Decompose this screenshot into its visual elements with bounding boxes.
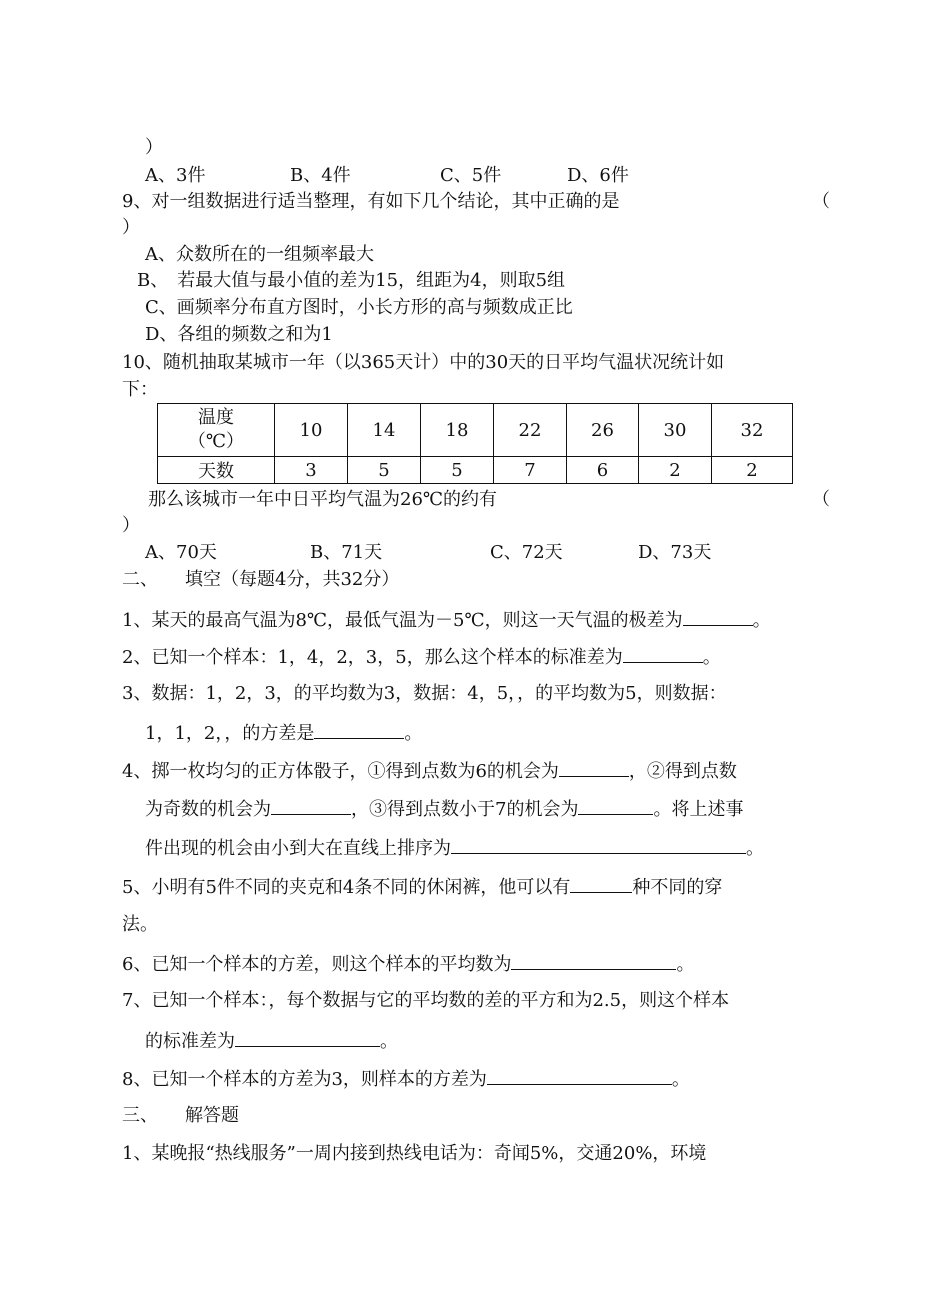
q9-option-a: A、众数所在的一组频率最大 (145, 244, 374, 265)
fill-6 (122, 951, 694, 977)
q8-option-c: C、5件 (440, 165, 502, 186)
fill-2-end: 。 (702, 647, 721, 668)
fill-4-text-b: ，②得到点数 (628, 761, 737, 782)
days-cell: 5 (348, 457, 421, 484)
temperature-cell: 22 (494, 404, 567, 457)
fill-3-end: 。 (404, 723, 423, 744)
days-cell: 3 (275, 457, 348, 484)
q9-close-paren: ） (122, 217, 140, 238)
fill-4-text-d: ，③得到点数小于7的机会为 (351, 799, 579, 820)
q10-open-paren: （ (812, 489, 830, 510)
q8-close-paren: ） (145, 137, 163, 158)
fill-3-line2 (145, 720, 422, 746)
temperature-cell: 30 (639, 404, 712, 457)
fill-5-line1 (122, 874, 722, 900)
fill-4-blank-2[interactable] (271, 796, 351, 815)
q10-option-d: D、73天 (638, 542, 712, 563)
q10-stem-line2: 下： (122, 379, 158, 400)
days-cell: 7 (494, 457, 567, 484)
fill-1 (122, 607, 771, 633)
q9-open-paren: （ (812, 191, 830, 212)
fill-2-blank[interactable] (623, 644, 703, 663)
fill-4-line2 (145, 796, 743, 822)
fill-8 (122, 1066, 690, 1092)
fill-4-text-c: 为奇数的机会为 (145, 799, 271, 820)
temperature-table (157, 403, 793, 484)
days-header: 天数 (158, 457, 275, 484)
q9-option-b: B、 若最大值与最小值的差为15，组距为4，则取5组 (137, 270, 566, 291)
q10-option-c: C、72天 (490, 542, 563, 563)
fill-4-line1 (122, 758, 737, 784)
temperature-cell: 32 (712, 404, 793, 457)
section3-title: 三、 解答题 (122, 1105, 239, 1126)
fill-3-line1: 3、数据：1，2，3，的平均数为3，数据：4，5，，的平均数为5，则数据： (122, 683, 727, 704)
q10-option-b: B、71天 (310, 542, 383, 563)
fill-2 (122, 644, 721, 670)
q8-option-a: A、3件 (145, 165, 206, 186)
q10-stem-line1: 10、随机抽取某城市一年（以365天计）中的30天的日平均气温状况统计如 (122, 352, 725, 373)
fill-5-text-b: 种不同的穿 (632, 877, 723, 898)
q9-option-d: D、各组的频数之和为1 (145, 324, 333, 345)
fill-8-end: 。 (671, 1069, 690, 1090)
fill-4-text-g: 。 (746, 838, 764, 859)
fill-7-text: 的标准差为 (145, 1031, 235, 1052)
fill-6-blank[interactable] (511, 951, 676, 970)
days-cell: 5 (421, 457, 494, 484)
temperature-cell: 14 (348, 404, 421, 457)
fill-1-text: 1、某天的最高气温为8℃，最低气温为－5℃，则这一天气温的极差为 (122, 610, 683, 631)
fill-7-line1: 7、已知一个样本：，每个数据与它的平均数的差的平方和为2.5，则这个样本 (122, 990, 730, 1011)
temperature-cell: 10 (275, 404, 348, 457)
section3-q1-line1: 1、某晚报“热线服务”一周内接到热线电话为：奇闻5%，交通20%，环境 (122, 1143, 707, 1164)
q8-option-d: D、6件 (567, 165, 629, 186)
fill-4-blank-4[interactable] (451, 835, 746, 854)
fill-7-end: 。 (380, 1031, 398, 1052)
fill-4-blank-3[interactable] (578, 796, 653, 815)
temperature-row (158, 404, 793, 457)
q10-question: 那么该城市一年中日平均气温为26℃的约有 (148, 489, 498, 510)
fill-4-text-a: 4、掷一枚均匀的正方体骰子，①得到点数为6的机会为 (122, 761, 559, 782)
fill-6-text: 6、已知一个样本的方差，则这个样本的平均数为 (122, 954, 512, 975)
q9-option-c: C、画频率分布直方图时，小长方形的高与频数成正比 (145, 297, 573, 318)
fill-6-end: 。 (676, 954, 695, 975)
fill-7-blank[interactable] (235, 1028, 380, 1047)
temperature-header (158, 404, 275, 457)
fill-5-text-a: 5、小明有5件不同的夹克和4条不同的休闲裤，他可以有 (122, 877, 571, 898)
fill-2-text: 2、已知一个样本：1，4，2，3，5，那么这个样本的标准差为 (122, 647, 623, 668)
fill-5-blank[interactable] (570, 874, 632, 893)
fill-4-line3 (145, 835, 764, 861)
q10-close-paren: ） (122, 515, 140, 536)
fill-8-blank[interactable] (487, 1066, 672, 1085)
temperature-header-line2: （℃） (187, 431, 245, 452)
days-cell: 2 (712, 457, 793, 484)
fill-7-line2 (145, 1028, 398, 1054)
q10-option-a: A、70天 (145, 542, 217, 563)
q9-stem: 9、对一组数据进行适当整理，有如下几个结论，其中正确的是 (122, 191, 620, 212)
temperature-cell: 26 (567, 404, 639, 457)
section2-title: 二、 填空（每题4分，共32分） (122, 569, 400, 590)
fill-3-blank[interactable] (314, 720, 404, 739)
days-cell: 6 (567, 457, 639, 484)
temperature-header-line1: 温度 (198, 407, 234, 428)
days-row (158, 457, 793, 484)
q8-option-b: B、4件 (290, 165, 351, 186)
fill-1-end: 。 (752, 610, 771, 631)
days-cell: 2 (639, 457, 712, 484)
fill-8-text: 8、已知一个样本的方差为3，则样本的方差为 (122, 1069, 487, 1090)
fill-1-blank[interactable] (683, 607, 753, 626)
fill-4-text-e: 。将上述事 (653, 799, 744, 820)
fill-4-text-f: 件出现的机会由小到大在直线上排序为 (145, 838, 451, 859)
temperature-cell: 18 (421, 404, 494, 457)
fill-4-blank-1[interactable] (559, 758, 629, 777)
fill-5-line2: 法。 (122, 914, 158, 935)
fill-3-text: 1，1，2，，的方差是 (145, 723, 315, 744)
